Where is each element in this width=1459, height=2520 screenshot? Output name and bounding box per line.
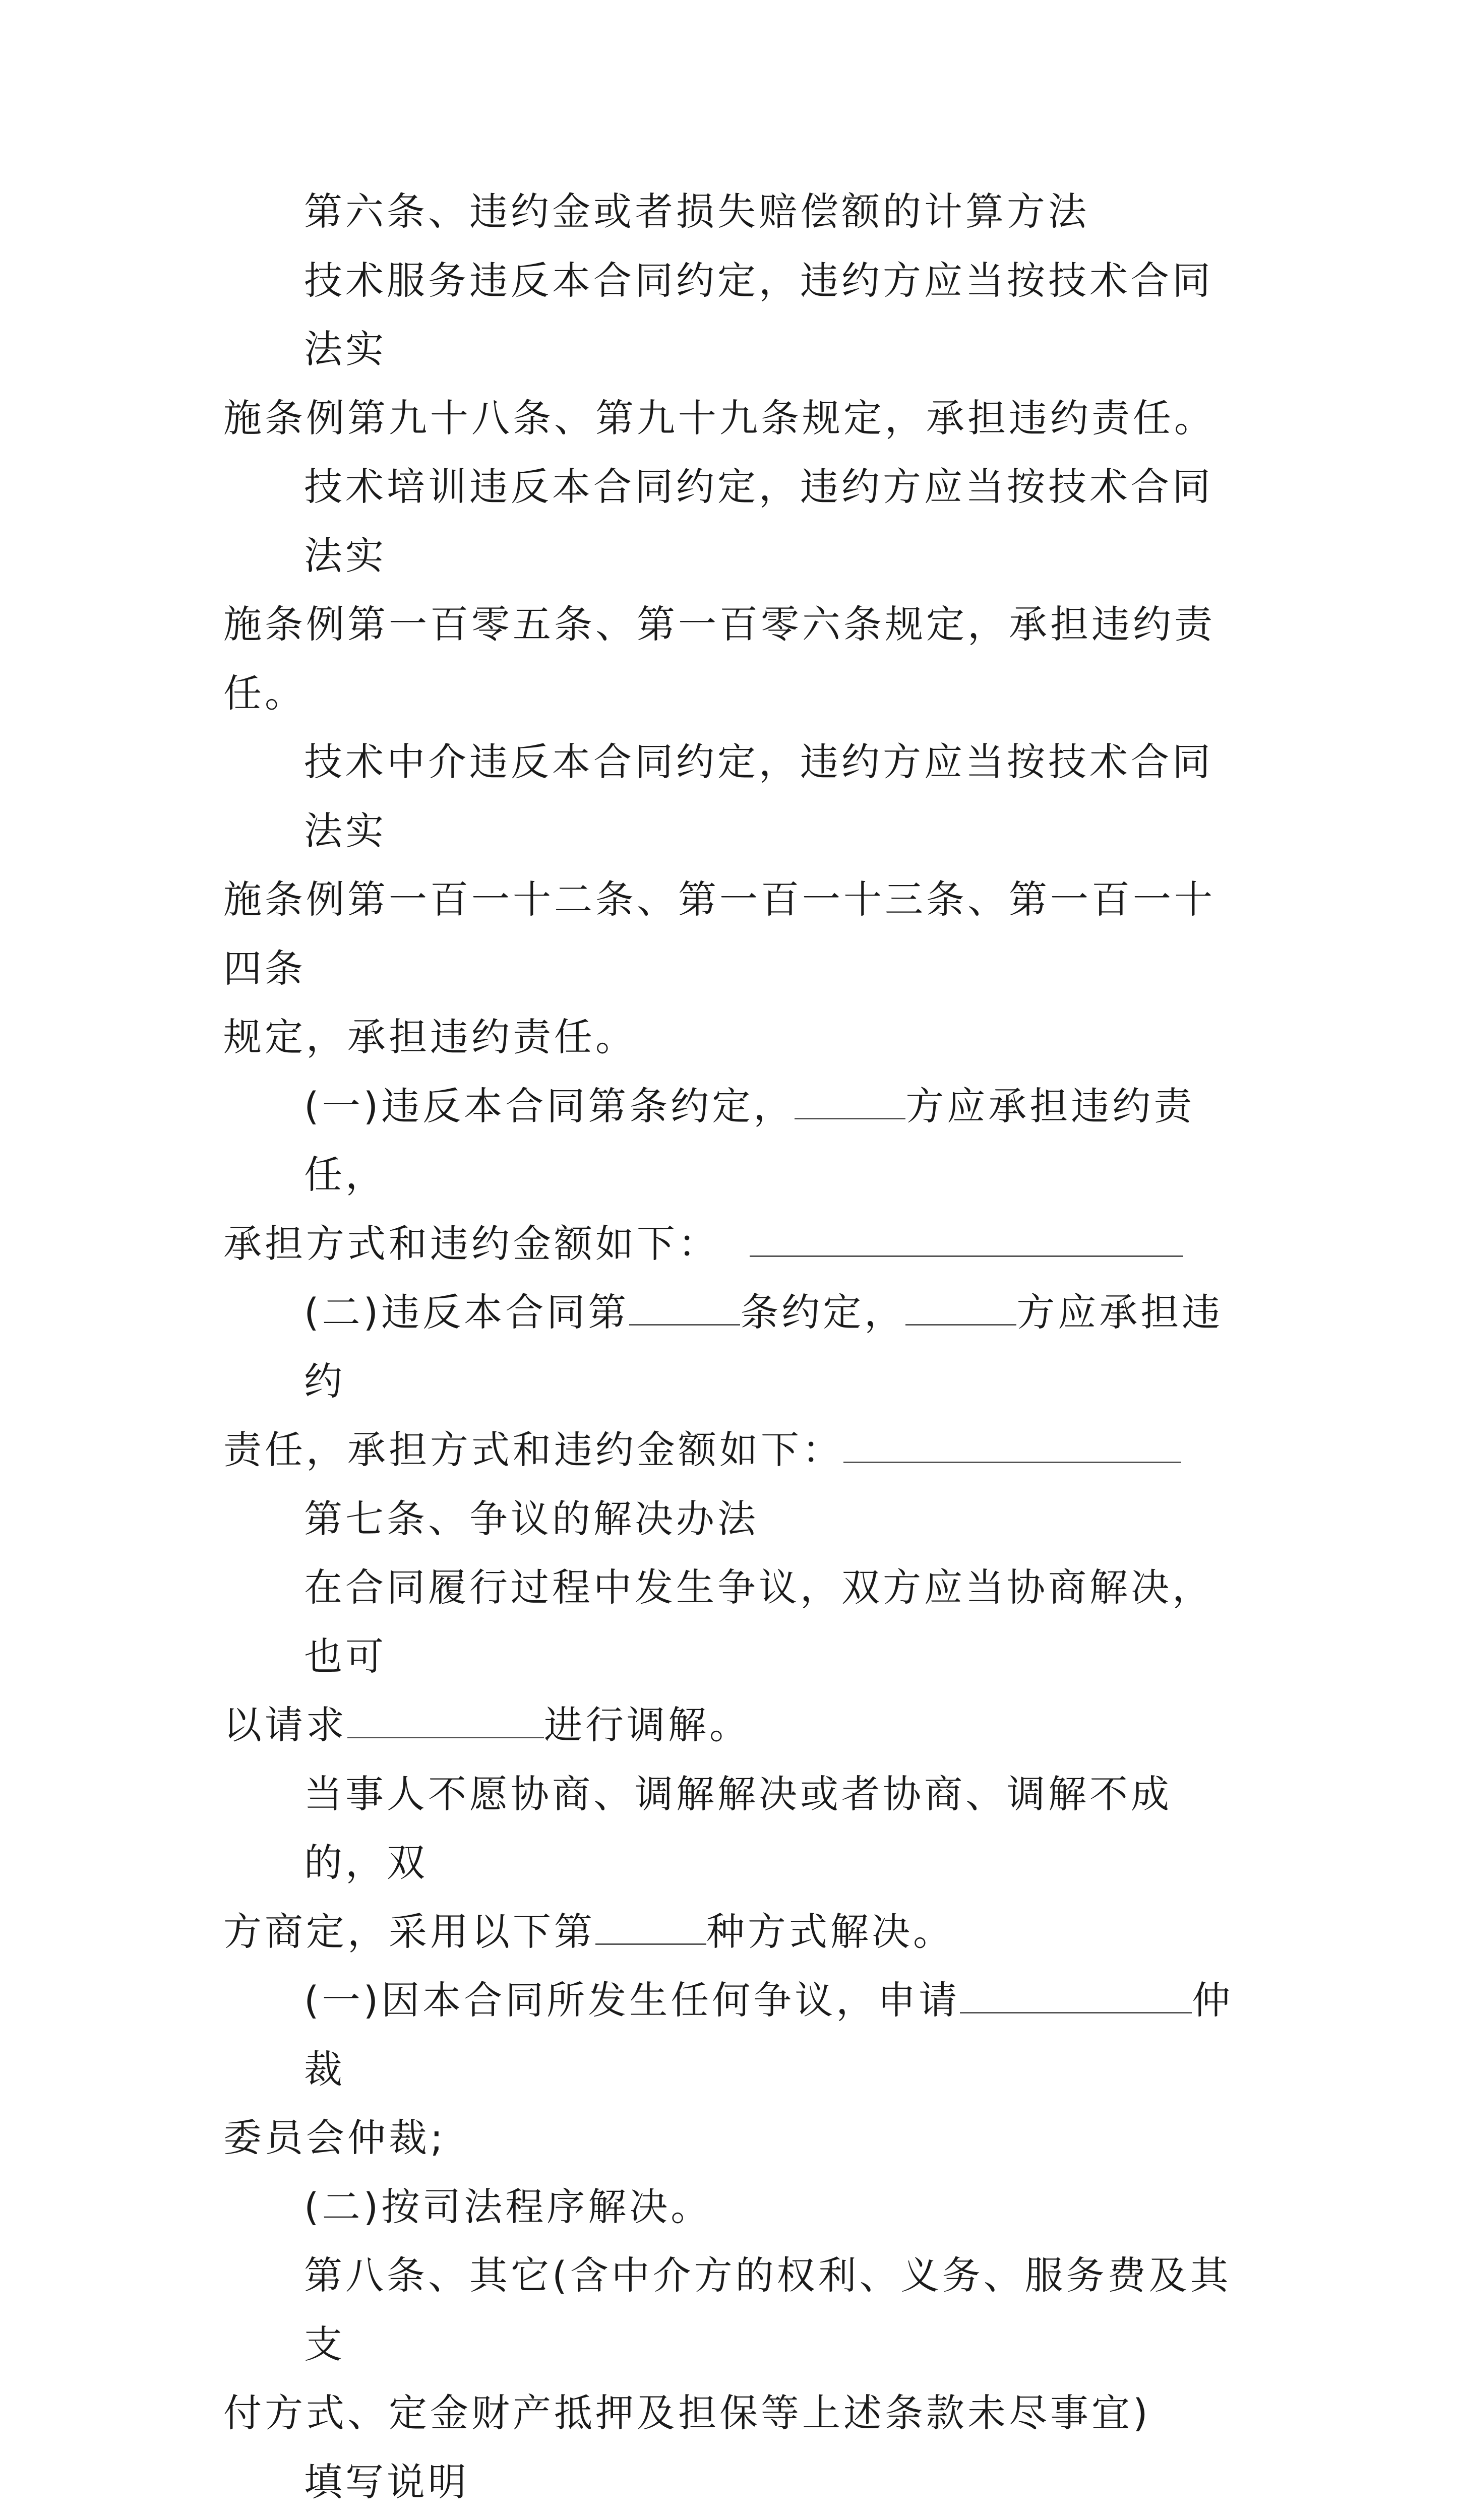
arbitration-text-b: 仲裁 (304, 1978, 1234, 2092)
registration-number-heading (223, 2516, 1242, 2520)
fail-text-b: 种方式解决。 (706, 1909, 954, 1954)
tech-intermediary-line-2: 施条例第一百一十二条、第一百一十三条、第一百一十四条 (223, 877, 1215, 991)
article-8-line-2: 付方式、定金财产抵押及担保等上述条款未尽事宜) (223, 2390, 1151, 2435)
arbitration-line-2: 委员会仲裁; (223, 2115, 446, 2160)
clause-1-line-1 (223, 1072, 1242, 1210)
mediator-blank (347, 1705, 544, 1738)
tech-intermediary-line-3: 规定，承担违约责任。 (223, 1015, 637, 1059)
fail-line-2 (223, 1898, 1242, 1967)
clause-1-text-a: (一)违反本合同第条约定， (304, 1083, 795, 1128)
tech-training-line-1: 技术培训违反本合同约定，违约方应当按技术合同法实 (304, 464, 1213, 578)
clause-2-line-1 (223, 1278, 1242, 1416)
arbitration-commission-blank (960, 1980, 1192, 2013)
clause-2-text-b: 条约定， (740, 1290, 906, 1335)
clause-2-article-blank (629, 1292, 740, 1326)
clause-2-party-blank (905, 1292, 1016, 1326)
clause-1-text-b: 方应承担违约责任， (304, 1083, 1195, 1197)
dispute-line-1: 在合同履行过程中发生争议，双方应当协商解决，也可 (304, 1565, 1213, 1679)
clause-2-text-d: 责任，承担方式和违约金额如下： (223, 1427, 843, 1472)
court-line: (二)按司法程序解决。 (304, 2184, 712, 2229)
arbitration-text-a: (一)因本合同所发生任何争议，申请 (304, 1978, 960, 2023)
document-body (223, 177, 1242, 2520)
dispute-text-b: 进行调解。 (544, 1703, 751, 1747)
clause-1-line-2 (223, 1210, 1242, 1279)
clause-2-text-c: 方应承担违约 (304, 1290, 1224, 1404)
fail-line-1: 当事人不愿协商、调解解决或者协商、调解不成的，双 (304, 1771, 1172, 1885)
tech-training-line-2: 施条例第一百零五条、第一百零六条规定，承担违约责任。 (223, 602, 1215, 716)
method-number-blank (595, 1911, 706, 1945)
clause-1-amount-blank (750, 1223, 1183, 1257)
article-7-heading: 第七条、争议的解决办法 (304, 1496, 759, 1541)
tech-intermediary-line-1: 技术中介违反本合同约定，违约方应当按技术合同法实 (304, 739, 1213, 853)
clause-1-party-blank (795, 1086, 905, 1119)
clause-2-line-2 (223, 1416, 1242, 1485)
article-6-heading: 第六条、违约金或者损失赔偿额的计算方法 (304, 189, 1089, 234)
fill-instructions-heading: 填写说明 (304, 2459, 469, 2504)
clause-2-amount-blank (843, 1429, 1181, 1463)
clause-1-text-c: 承担方式和违约金额如下： (223, 1221, 719, 1266)
fail-text-a: 方商定，采用以下第 (223, 1909, 595, 1954)
tech-service-line-1: 技术服务违反本合同约定，违约方应当按技术合同法实 (304, 258, 1213, 371)
clause-2-text-a: (二)违反本合同第 (304, 1290, 630, 1335)
dispute-line-2 (223, 1691, 1242, 1760)
arbitration-line-1 (223, 1966, 1242, 2104)
tech-service-line-2: 施条例第九十八条、第九十九条规定，承担违约责任。 (223, 395, 1215, 440)
dispute-text-a: 以请求 (223, 1703, 347, 1747)
article-8-line-1: 第八条、其它(含中介方的权利、义务、服务费及其支 (304, 2253, 1232, 2367)
